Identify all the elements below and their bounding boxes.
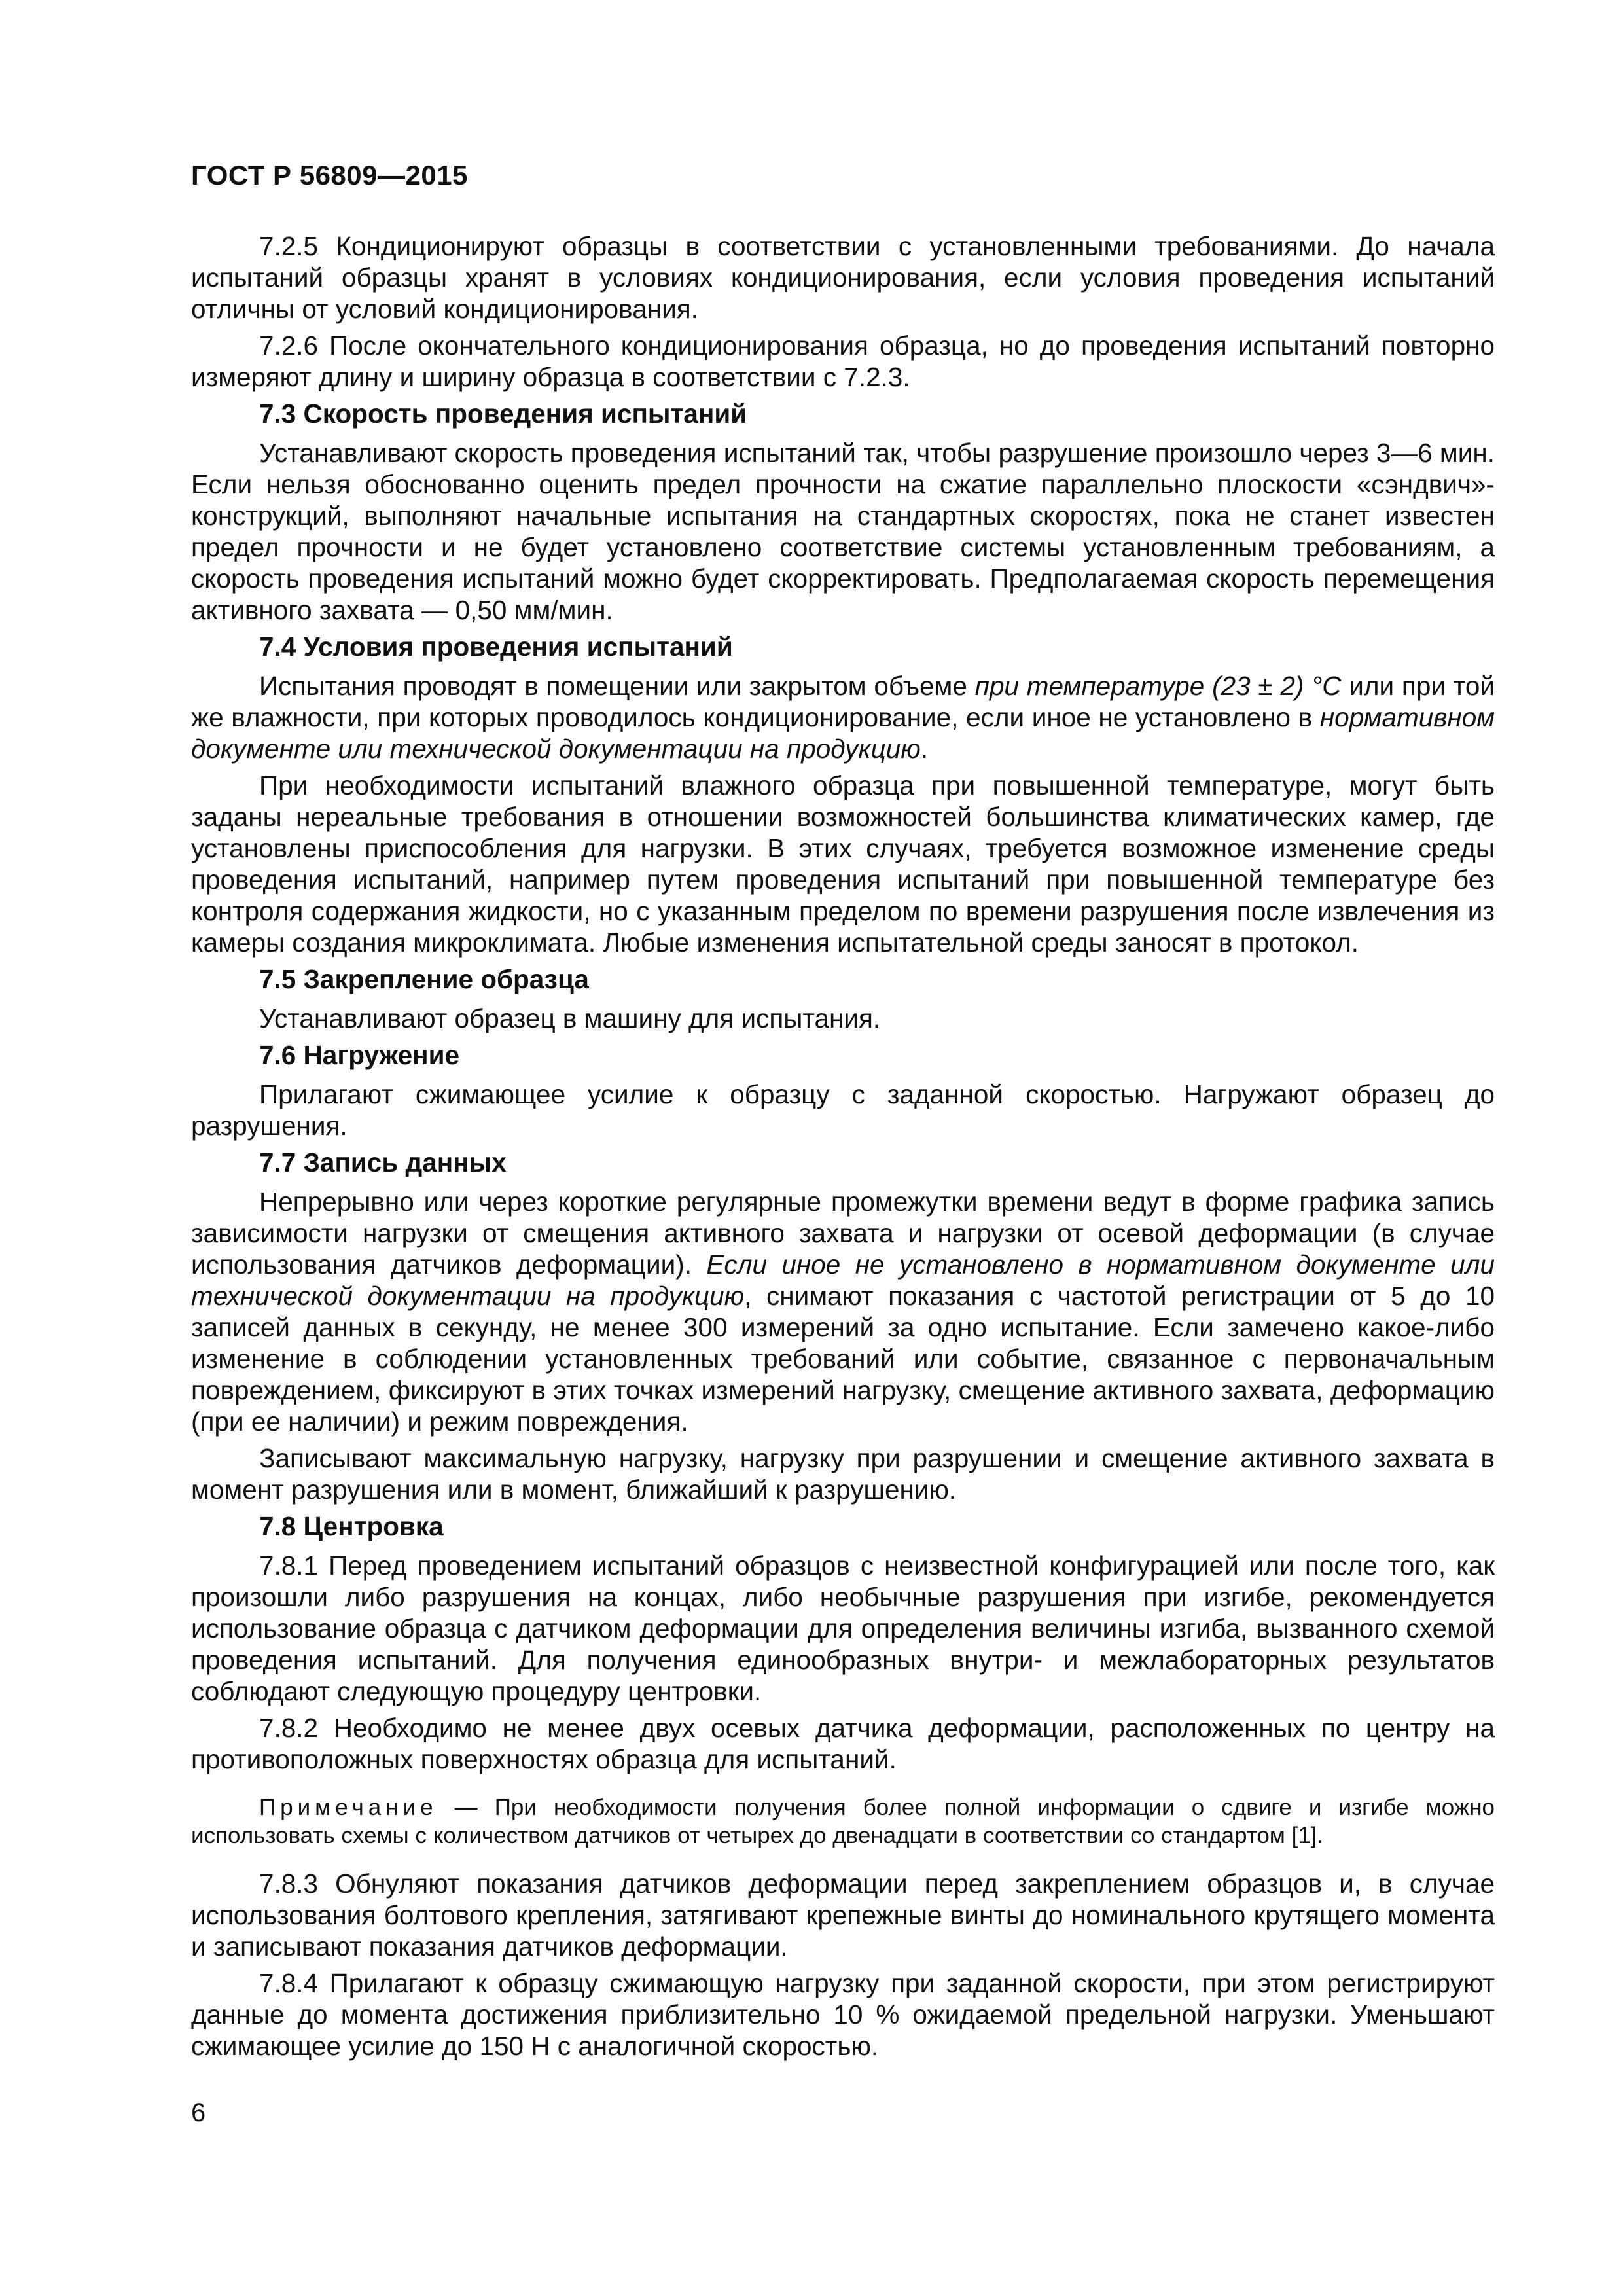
text-run: или при той же влажности, при которых проводилось кондиционирование, если иное не установлено в <box>191 671 1495 732</box>
heading-7-5: 7.5 Закрепление образца <box>259 964 589 994</box>
paragraph-7-4-1 <box>191 670 1495 764</box>
italic-run: Если иное не установлено в нормативном документе или технической документации на продукцию <box>191 1249 1495 1311</box>
paragraph-7-3: Устанавливают скорость проведения испытаний так, чтобы разрушение произошло через 3—6 мин. Если нельзя обоснованно оценить предел прочности на сжатие параллельно плоскости «сэндвич»-конструкций, выполняют начальные испытания на стандартных скоростях, пока не станет известен предел прочности и не будет установлено соответствие системы установленным требованиям, а скорость проведения испытаний можно будет скорректировать. Предполагаемая скорость перемещения активного захвата — 0,50 мм/мин. <box>191 438 1495 625</box>
text-run: , снимают показания с частотой регистрации от 5 до 10 записей данных в секунду, не менее 300 измерений за одно испытание. Если замечено какое-либо изменение в соблюдении установленных требований или событие, связанное с первоначальным повреждением, фиксируют в этих точках измерений нагрузку, смещение активного захвата, деформацию (при ее наличии) и режим повреждения. <box>191 1281 1495 1437</box>
heading-7-7: 7.7 Запись данных <box>259 1147 507 1177</box>
heading-7-4: 7.4 Условия проведения испытаний <box>259 632 733 662</box>
heading-7-6: 7.6 Нагружение <box>259 1040 460 1070</box>
paragraph-7-7-2: Записывают максимальную нагрузку, нагрузку при разрушении и смещение активного захвата в момент разрушения или в момент, ближайший к разрушению. <box>191 1443 1495 1505</box>
italic-run: при температуре (23 ± 2) °С <box>974 671 1342 701</box>
note-label: Примечание <box>259 1795 438 1820</box>
text-run: Непрерывно или через короткие регулярные промежутки времени ведут в форме графика запись зависимости нагрузки от смещения активного захвата и нагрузки от осевой деформации (в случае использования датчиков деформации). <box>191 1187 1495 1280</box>
heading-7-8: 7.8 Центровка <box>259 1511 444 1541</box>
paragraph-7-2-6: 7.2.6 После окончательного кондиционирования образца, но до проведения испытаний повторно измеряют длину и ширину образца в соответствии с 7.2.3. <box>191 331 1495 392</box>
paragraph-7-7-1 <box>191 1186 1495 1437</box>
note-text: — При необходимости получения более полной информации о сдвиге и изгибе можно использовать схемы с количеством датчиков от четырех до двенадцати в соответствии со стандартом [1]. <box>191 1795 1495 1848</box>
note <box>191 1793 1495 1850</box>
paragraph-7-6: Прилагают сжимающее усилие к образцу с заданной скоростью. Нагружают образец до разрушения. <box>191 1079 1495 1141</box>
heading-7-3: 7.3 Скорость проведения испытаний <box>259 399 747 429</box>
paragraph-7-5: Устанавливают образец в машину для испытания. <box>259 1003 881 1033</box>
italic-run: нормативном документе или технической документации на продукцию <box>191 702 1495 764</box>
text-run: . <box>920 734 928 764</box>
document-body <box>191 230 1495 2067</box>
page-number: 6 <box>191 2098 206 2127</box>
paragraph-7-2-5: 7.2.5 Кондиционируют образцы в соответствии с установленными требованиями. До начала испытаний образцы хранят в условиях кондиционирования, если условия проведения испытаний отличны от условий кондиционирования. <box>191 231 1495 324</box>
paragraph-7-8-2: 7.8.2 Необходимо не менее двух осевых датчика деформации, расположенных по центру на противоположных поверхностях образца для испытаний. <box>191 1713 1495 1774</box>
paragraph-7-8-3: 7.8.3 Обнуляют показания датчиков деформации перед закреплением образцов и, в случае использования болтового крепления, затягивают крепежные винты до номинального крутящего момента и записывают показания датчиков деформации. <box>191 1869 1495 1962</box>
document-designation: ГОСТ Р 56809—2015 <box>191 160 468 190</box>
paragraph-7-8-1: 7.8.1 Перед проведением испытаний образцов с неизвестной конфигурацией или после того, как произошли либо разрушения на концах, либо необычные разрушения при изгибе, рекомендуется использование образца с датчиком деформации для определения величины изгиба, вызванного схемой проведения испытаний. Для получения единообразных внутри- и межлабораторных результатов соблюдают следующую процедуру центровки. <box>191 1551 1495 1706</box>
paragraph-7-8-4: 7.8.4 Прилагают к образцу сжимающую нагрузку при заданной скорости, при этом регистрируют данные до момента достижения приблизительно 10 % ожидаемой предельной нагрузки. Уменьшают сжимающее усилие до 150 Н с аналогичной скоростью. <box>191 1968 1495 2061</box>
paragraph-7-4-2: При необходимости испытаний влажного образца при повышенной температуре, могут быть заданы нереальные требования в отношении возможностей большинства климатических камер, где установлены приспособления для нагрузки. В этих случаях, требуется возможное изменение среды проведения испытаний, например путем проведения испытаний при повышенной температуре без контроля содержания жидкости, но с указанным пределом по времени разрушения после извлечения из камеры создания микроклимата. Любые изменения испытательной среды заносят в протокол. <box>191 770 1495 958</box>
text-run: Испытания проводят в помещении или закрытом объеме <box>259 671 975 701</box>
